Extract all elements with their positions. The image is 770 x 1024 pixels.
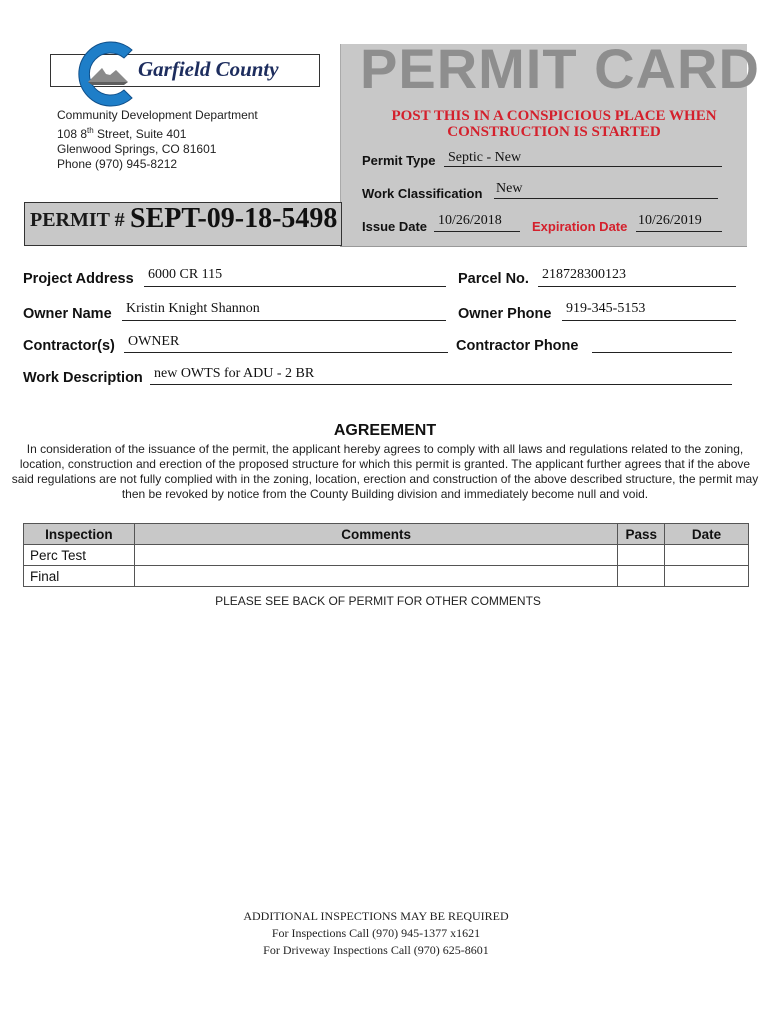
contractor-value: OWNER (128, 334, 180, 349)
department-address (57, 108, 258, 172)
owner-name-line (122, 320, 446, 321)
issue-date-label: Issue Date (362, 219, 428, 234)
agreement-title: AGREEMENT (333, 422, 437, 439)
col-comments: Comments (134, 524, 618, 545)
owner-phone-label: Owner Phone (458, 306, 552, 322)
owner-name-value: Kristin Knight Shannon (126, 301, 260, 316)
post-notice (344, 108, 764, 140)
work-description-value: new OWTS for ADU - 2 BR (154, 366, 315, 381)
work-description-line (150, 384, 732, 385)
expiration-date-value: 10/26/2019 (638, 213, 702, 228)
inspection-table-header (24, 524, 749, 545)
project-address-label: Project Address (23, 271, 134, 287)
contractor-label: Contractor(s) (23, 338, 115, 354)
col-pass: Pass (618, 524, 665, 545)
permit-type-value: Septic - New (448, 150, 522, 165)
inspection-table (23, 523, 749, 587)
street-number-suffix: th (87, 126, 94, 135)
garfield-county-logo-icon (66, 38, 146, 110)
post-notice-line2: CONSTRUCTION IS STARTED (447, 124, 661, 140)
issue-date-value: 10/26/2018 (438, 213, 502, 228)
project-address-value: 6000 CR 115 (148, 267, 223, 282)
page-title: PERMIT CARD (360, 37, 760, 100)
parcel-line (538, 286, 736, 287)
inspection-name: Perc Test (24, 545, 135, 566)
department-phone: Phone (970) 945-8212 (57, 157, 178, 171)
parcel-value: 218728300123 (542, 267, 626, 282)
issue-date-line (434, 231, 520, 232)
inspection-pass (618, 566, 665, 587)
logo-text: Garfield County (138, 57, 279, 81)
permit-type-label: Permit Type (362, 153, 436, 168)
contractor-phone-line (592, 352, 732, 353)
col-date: Date (665, 524, 749, 545)
permit-number-label: PERMIT # (30, 209, 125, 231)
expiration-date-line (636, 231, 722, 232)
contractor-phone-label: Contractor Phone (456, 338, 579, 354)
permit-number-value: SEPT-09-18-5498 (130, 203, 338, 234)
street-rest: Street, Suite 401 (93, 127, 187, 141)
owner-name-label: Owner Name (23, 306, 112, 322)
inspection-date (665, 545, 749, 566)
footer (0, 908, 752, 959)
see-back-note: PLEASE SEE BACK OF PERMIT FOR OTHER COMMENTS (215, 594, 541, 608)
work-classification-line (494, 198, 718, 199)
footer-line2: For Inspections Call (970) 945-1377 x1621 (271, 926, 481, 940)
work-classification-label: Work Classification (362, 186, 483, 201)
permit-type-line (444, 166, 722, 167)
contractor-line (124, 352, 448, 353)
work-classification-value: New (496, 181, 523, 196)
footer-line3: For Driveway Inspections Call (970) 625-8601 (263, 943, 489, 957)
table-row (24, 566, 749, 587)
table-row (24, 545, 749, 566)
col-inspection: Inspection (24, 524, 135, 545)
inspection-pass (618, 545, 665, 566)
owner-phone-line (562, 320, 736, 321)
post-notice-line1: POST THIS IN A CONSPICIOUS PLACE WHEN (391, 108, 717, 124)
department-street (57, 123, 258, 142)
department-name: Community Development Department (57, 108, 258, 122)
inspection-date (665, 566, 749, 587)
expiration-date-label: Expiration Date (532, 219, 628, 234)
work-description-label: Work Description (23, 370, 143, 386)
project-address-line (144, 286, 446, 287)
inspection-name: Final (24, 566, 135, 587)
street-number: 108 8 (57, 127, 88, 141)
parcel-label: Parcel No. (458, 271, 529, 287)
department-city: Glenwood Springs, CO 81601 (57, 142, 217, 156)
inspection-comments (134, 545, 618, 566)
owner-phone-value: 919-345-5153 (566, 301, 646, 316)
inspection-comments (134, 566, 618, 587)
agreement-text: In consideration of the issuance of the permit, the applicant hereby agrees to comply with all laws and regulations related to the zoning, location, construction and erection of the proposed structure for which this permit is granted. The applicant further agrees that if the above said regulations are not fully complied with in the zoning, location, erection and construction of the above described structure, the permit may then be revoked by notice from the County Building division and immediately become null and void. (11, 442, 759, 501)
footer-line1: ADDITIONAL INSPECTIONS MAY BE REQUIRED (243, 909, 509, 923)
